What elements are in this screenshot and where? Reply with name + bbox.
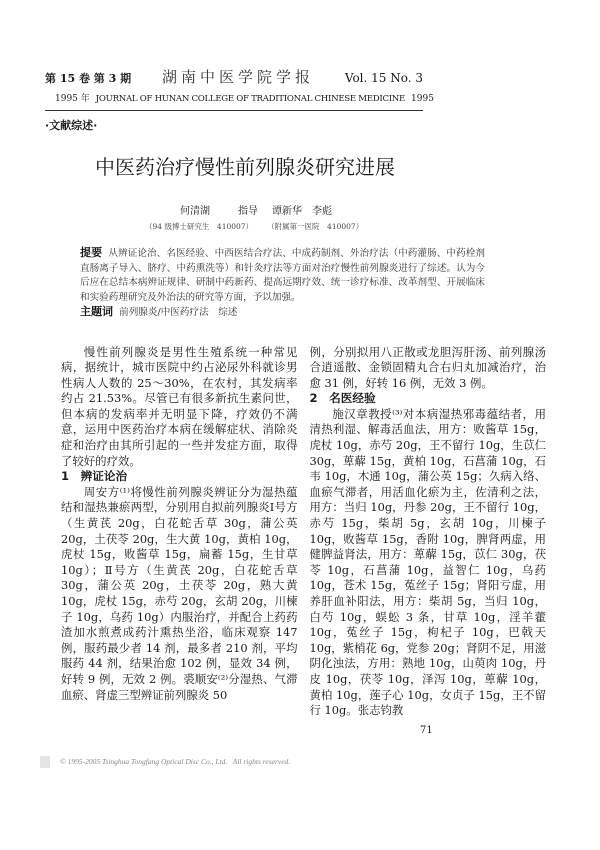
header-row-2	[45, 91, 434, 104]
section-label: ·文献综述·	[45, 119, 98, 132]
keywords: 前列腺炎/中医药疗法 综述	[119, 307, 238, 318]
author-affiliation: （94 级博士研究生 410007）	[145, 222, 254, 231]
left-column	[61, 345, 298, 719]
abstract-text: 从辨证论治、名医经验、中西医结合疗法、中成药制剂、外治疗法（中药灌肠、中药栓剂直肠离子导入、脐疗、中药熏洗等）和针灸疗法等方面对治疗慢性前列腺炎进行了综述。认为今后应在总结本病辨证规律、研制中药新药、提高远期疗效、统一诊疗标准、改革剂型、开展临床和实验药理研究及外治法的研究等方面，予以加强。	[80, 248, 486, 303]
issue-label: 第 15 卷 第 3 期	[45, 72, 132, 85]
volume-label: Vol. 15 No. 3	[344, 71, 423, 85]
keywords-label: 主题词	[80, 305, 113, 318]
year: 1995	[411, 94, 434, 104]
journal-title-en: JOURNAL OF HUNAN COLLEGE OF TRADITIONAL CHINESE MEDICINE	[95, 94, 406, 104]
article-title: 中医药治疗慢性前列腺炎研究进展	[95, 155, 395, 179]
section-1-continuation: 例，分别拟用八正散或龙胆泻肝汤、前列腺汤合逍遥散、金锁固精丸合右归丸加减治疗，治愈 31 例，好转 16 例，无效 3 例。	[309, 344, 546, 390]
footer-logo-icon	[40, 756, 50, 768]
copyright-footer: © 1995-2005 Tsinghua Tongfang Optical Disc Co., Ltd. All rights reserved.	[60, 757, 291, 767]
abstract-label: 提要	[80, 246, 103, 259]
header-rule	[45, 110, 423, 111]
year-cn: 1995 年	[55, 94, 90, 104]
section-2-heading: 2 名医经验	[309, 391, 376, 406]
author-row	[180, 202, 555, 217]
advisor-label: 指导	[238, 206, 258, 217]
intro-paragraph: 慢性前列腺炎是男性生殖系统一种常见病，据统计，城市医院中约占泌尿外科就诊男性病人人数的 25～30%，在农村，其发病率约占 21.53%。尽管已有很多新抗生素问世，但本病的发病率并无明显下降，疗效仍不满意，运用中医药治疗本病在缓解症状、消除炎症和治疗由其所引起的一些并发症方面，取得了较好的疗效。	[61, 344, 298, 468]
journal-title-cn: 湖南中医学院学报	[161, 68, 314, 86]
page-number: 71	[420, 724, 433, 736]
advisor-affiliation: （附属第一医院 410007）	[267, 222, 364, 231]
footer-row	[40, 756, 555, 768]
right-column	[310, 345, 547, 719]
body-columns	[61, 345, 546, 719]
section-1-heading: 1 辨证论治	[61, 469, 128, 484]
advisors: 谭新华 李彪	[272, 206, 332, 217]
affiliation-row	[145, 221, 555, 232]
author: 何清湖	[180, 206, 210, 217]
header-row-1	[45, 66, 423, 87]
abstract	[80, 246, 485, 321]
section-2-paragraph: 施汉章教授⁽³⁾对本病湿热邪毒蕴结者，用清热利湿、解毒活血法，用方：败酱草 15g，虎杖 10g，赤芍 20g，王不留行 10g，生苡仁 30g，萆薢 15g，黄柏 10g，石菖蒲 10g，石韦 10g，木通 10g，蒲公英 15g；久病入络、血瘀气滞者，用活血化瘀为主，佐清利之法，用方：当归 10g，丹参 20g，王不留行 10g，赤芍 15g，柴胡 5g，玄胡 10g，川楝子 10g，败酱草 15g，香附 10g，脾肾两虚，用健脾益肾法，用方：萆薢 15g，苡仁 30g，茯苓 10g，石菖蒲 10g，益智仁 10g，乌药 10g，苍术 15g，菟丝子 15g；肾阳亏虚，用养肝血补阳法，用方：柴胡 5g，当归 10g，白芍 10g，蜈蚣 3 条，甘草 10g，淫羊藿 10g，菟丝子 15g，枸杞子 10g，巴戟天 10g，紫梢花 6g，党参 20g；肾阴不足，用滋阴化浊法，方用：熟地 10g，山萸肉 10g，丹皮 10g，茯苓 10g，泽泻 10g，萆薢 10g，黄柏 10g，莲子心 10g，女贞子 15g，王不留行 10g。张志钧教	[309, 406, 546, 718]
section-1-paragraph: 周安方⁽¹⁾将慢性前列腺炎辨证分为湿热蕴结和湿热兼瘀两型，分别用自拟前列腺炎Ⅰ号方（生黄芪 20g，白花蛇舌草 30g，蒲公英 20g，土茯苓 20g，生大黄 10g，黄柏 10g，虎杖 15g，败酱草 15g，扁蓄 15g，生甘草 10g）；Ⅱ号方（生黄芪 20g，白花蛇舌草 30g，蒲公英 20g，土茯苓 20g，熟大黄 10g，虎杖 15g，赤芍 20g，玄胡 20g，川楝子 10g，乌药 10g）内服治疗，并配合上药药渣加水煎煮成药汁熏热坐浴，临床观察 147 例，服药最少者 14 剂，最多者 210 剂，平均服药 44 剂，结果治愈 102 例，显效 34 例，好转 9 例，无效 2 例。裘顺安⁽²⁾分湿热、气滞血瘀、肾虚三型辨证前列腺炎 50	[61, 484, 298, 702]
